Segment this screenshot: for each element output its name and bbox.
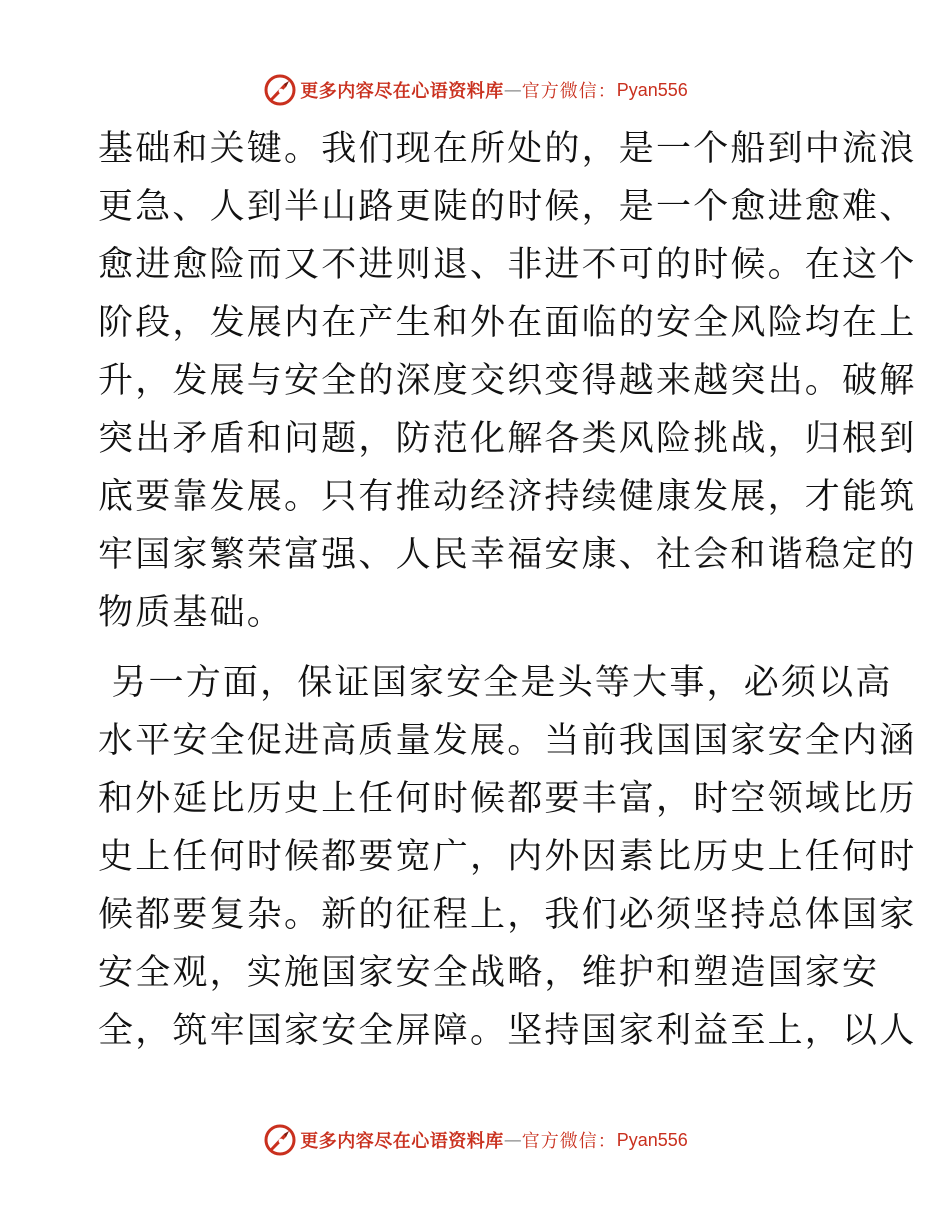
banner-dash: —	[503, 1129, 522, 1151]
text-line: 安全观，实施国家安全战略，维护和塑造国家安	[98, 953, 880, 993]
text-line: 突出矛盾和问题，防范化解各类风险挑战，归根到	[98, 419, 917, 459]
document-body	[98, 120, 917, 1060]
paragraph	[98, 654, 917, 1060]
text-line: 和外延比历史上任何时候都要丰富，时空领域比历	[98, 779, 917, 819]
banner-promo-text: 更多内容尽在心语资料库	[300, 81, 504, 102]
text-line: 水平安全促进高质量发展。当前我国国家安全内涵	[98, 721, 917, 761]
text-line: 愈进愈险而又不进则退、非进不可的时候。在这个	[98, 245, 917, 285]
paragraph	[98, 120, 917, 642]
pen-nib-logo-icon	[262, 1122, 298, 1158]
text-line: 阶段，发展内在产生和外在面临的安全风险均在上	[98, 303, 917, 343]
text-line: 另一方面，保证国家安全是头等大事，必须以高	[98, 663, 893, 703]
paragraph-spacer	[98, 642, 858, 654]
text-line: 基础和关键。我们现在所处的，是一个船到中流浪	[98, 129, 917, 169]
text-line: 物质基础。	[98, 593, 285, 633]
banner-wechat-id: Pyan556	[616, 1129, 688, 1150]
banner-wechat-id: Pyan556	[616, 79, 688, 100]
header-banner	[0, 70, 950, 110]
text-line: 升，发展与安全的深度交织变得越来越突出。破解	[98, 361, 917, 401]
banner-wechat-label: 官方微信：	[521, 1131, 617, 1152]
pen-nib-logo-icon	[262, 72, 298, 108]
text-line: 更急、人到半山路更陡的时候，是一个愈进愈难、	[98, 187, 917, 227]
banner-promo-text: 更多内容尽在心语资料库	[300, 1131, 504, 1152]
banner-dash: —	[503, 79, 522, 101]
text-line: 史上任何时候都要宽广，内外因素比历史上任何时	[98, 837, 917, 877]
banner-wechat-label: 官方微信：	[521, 81, 617, 102]
text-line: 全，筑牢国家安全屏障。坚持国家利益至上，以人	[98, 1011, 917, 1051]
text-line: 底要靠发展。只有推动经济持续健康发展，才能筑	[98, 477, 917, 517]
text-line: 候都要复杂。新的征程上，我们必须坚持总体国家	[98, 895, 917, 935]
footer-banner	[0, 1120, 950, 1160]
text-line: 牢国家繁荣富强、人民幸福安康、社会和谐稳定的	[98, 535, 917, 575]
